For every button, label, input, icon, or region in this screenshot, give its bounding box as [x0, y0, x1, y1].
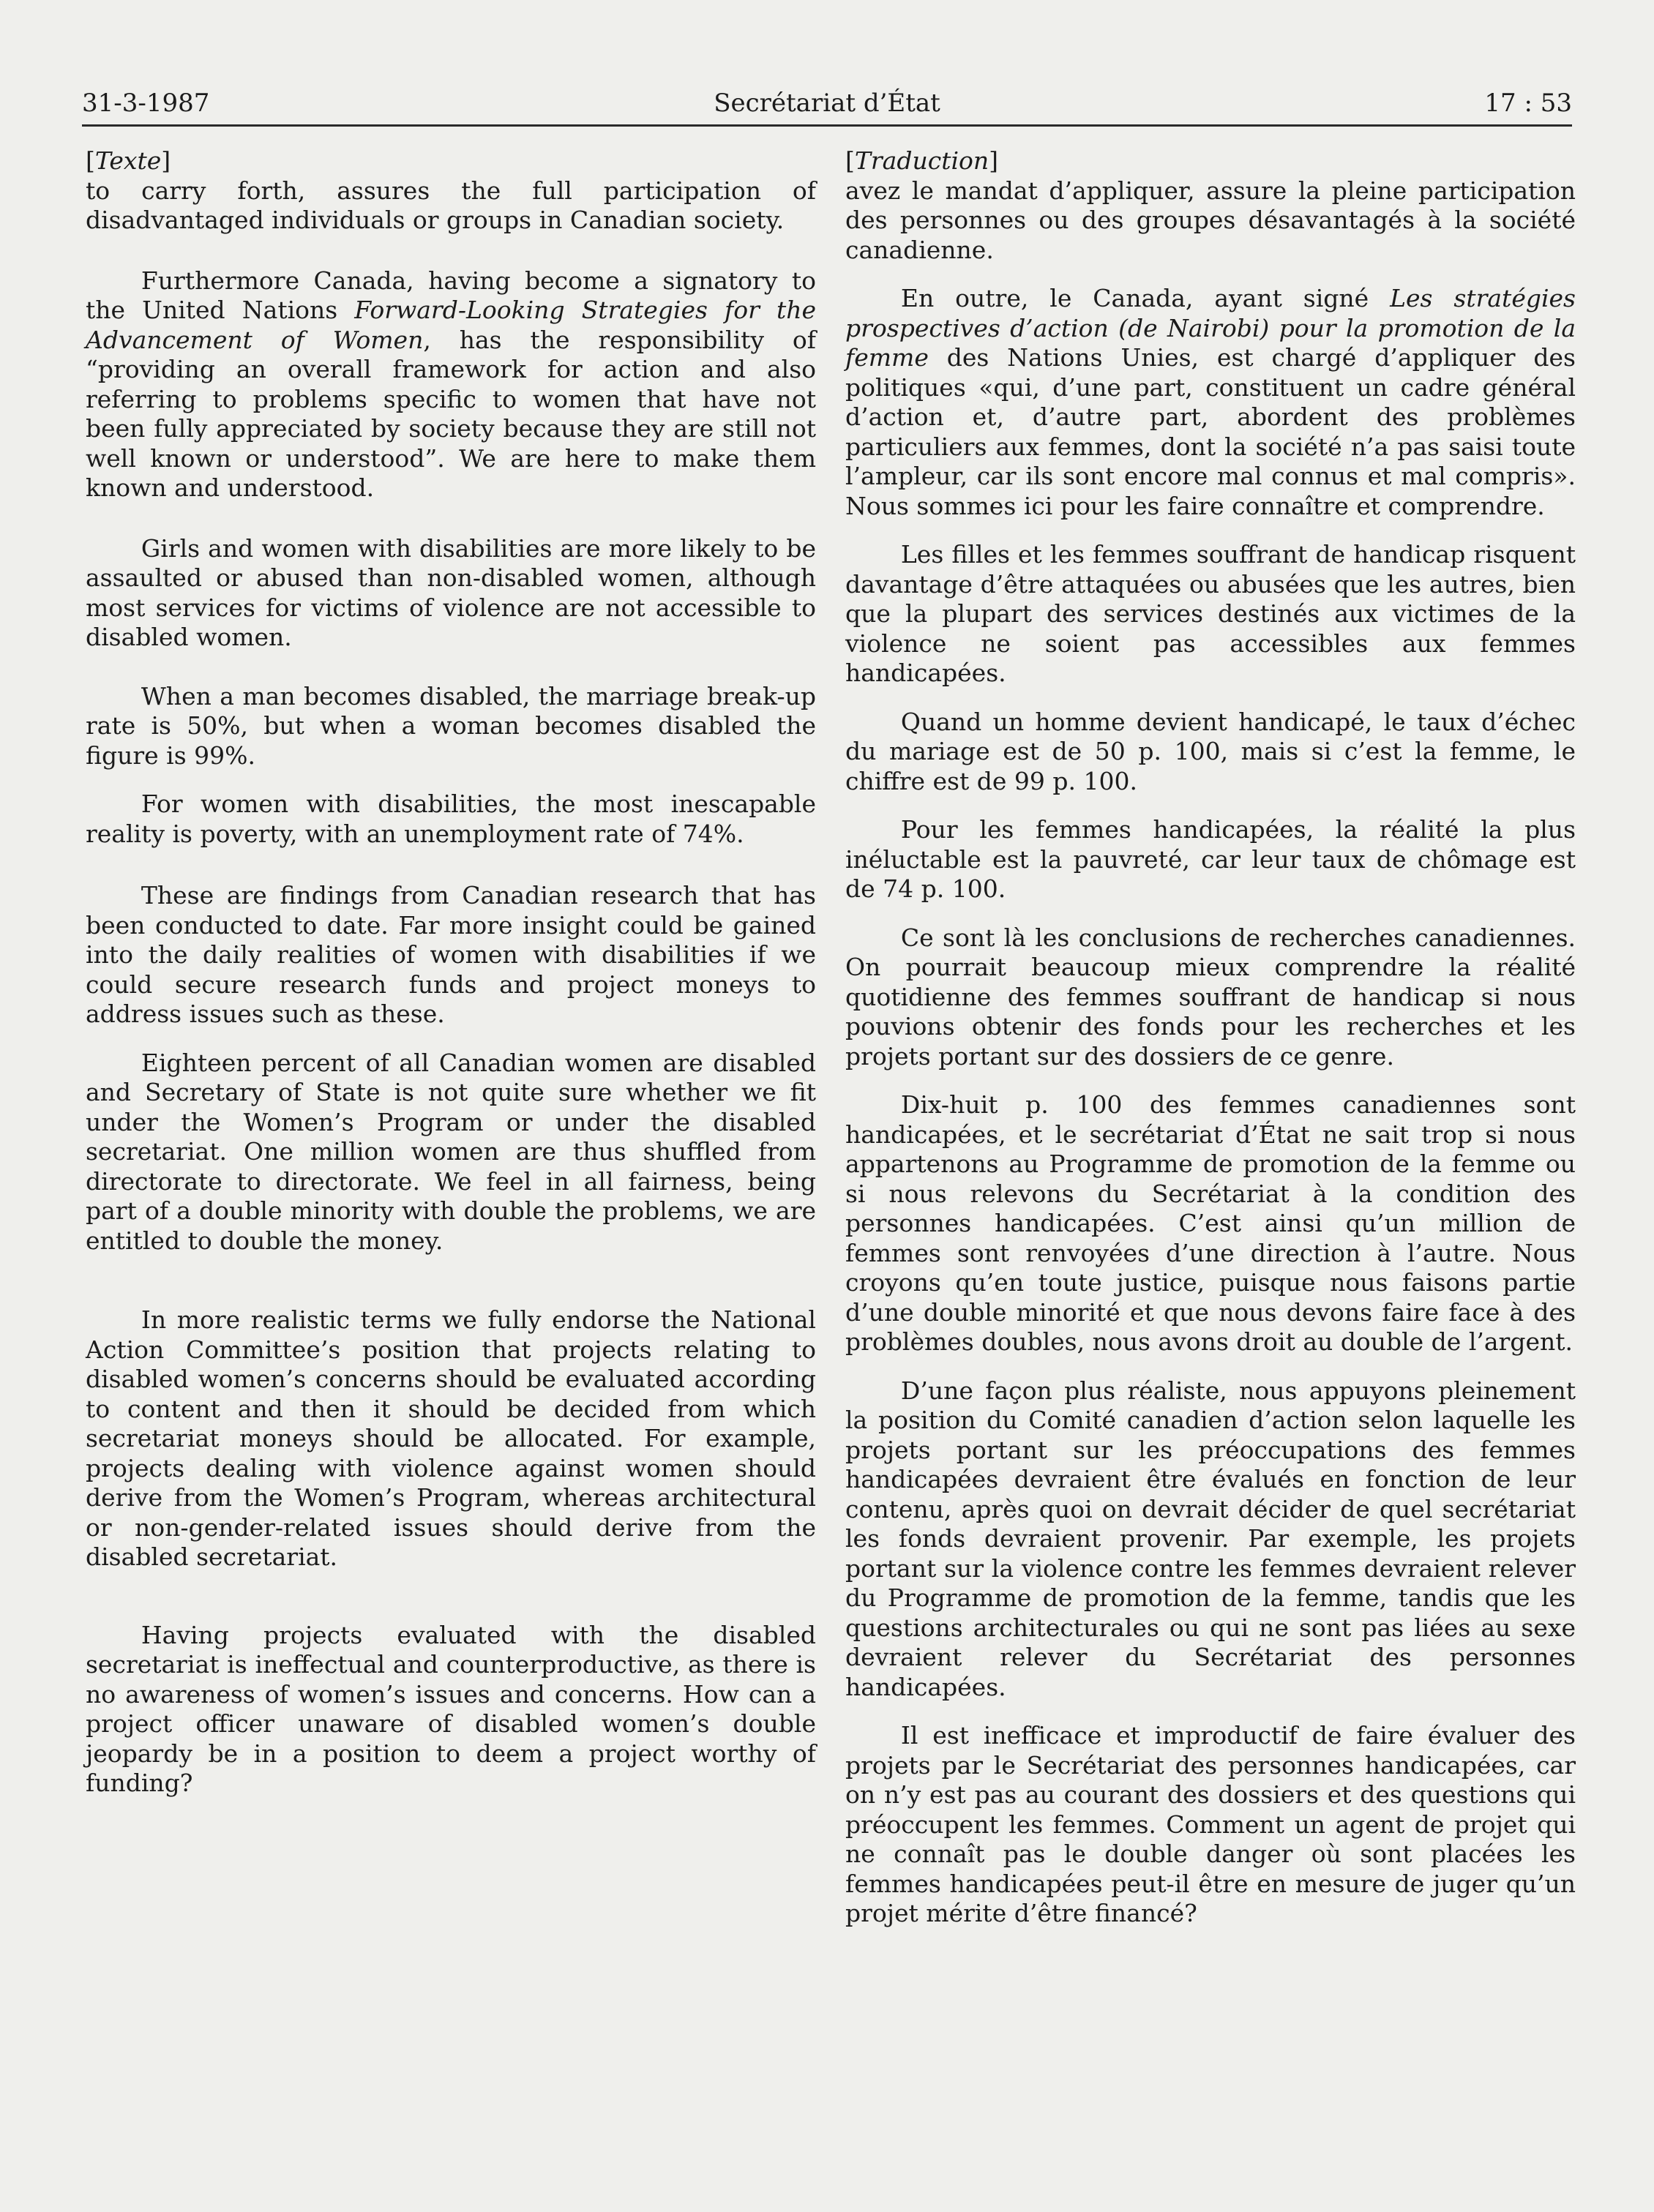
paragraph: Quand un homme devient handicapé, le taux d’échec du mariage est de 50 p. 100, mais si c’est la femme, le chiffre est de 99 p. 100. [845, 707, 1576, 795]
paragraph: avez le mandat d’appliquer, assure la pleine participation des personnes ou des groupes désavantagés à la société canadienne. [845, 176, 1576, 264]
right-column-french [845, 146, 1576, 1929]
column-label-texte: [Texte] [86, 146, 171, 175]
paragraph: In more realistic terms we fully endorse the National Action Committee’s position that projects relating to disabled women’s concerns should be evaluated according to content and then it should be decided from which secretariat moneys should be allocated. For example, projects dealing with violence against women should derive from the Women’s Program, whereas architectural or non-gender-related issues should derive from the disabled secretariat. [86, 1305, 816, 1571]
paragraph: Furthermore Canada, having become a signatory to the United Nations Forward-Looking Strategies for the Advancement of Women, has the responsibility of “providing an overall framework for action and also referring to problems specific to women that have not been fully appreciated by society because they are still not well known or understood”. We are here to make them known and understood. [86, 266, 816, 502]
header-title: Secrétariat d’État [714, 89, 940, 118]
paragraph: These are findings from Canadian research that has been conducted to date. Far more insight could be gained into the daily realities of women with disabilities if we could secure research funds and project moneys to address issues such as these. [86, 881, 816, 1028]
header-rule [82, 124, 1572, 127]
paragraph: For women with disabilities, the most inescapable reality is poverty, with an unemployment rate of 74%. [86, 790, 816, 848]
paragraph: Il est inefficace et improductif de faire évaluer des projets par le Secrétariat des personnes handicapées, car on n’y est pas au courant des dossiers et des questions qui préoccupent les femmes. Comment un agent de projet qui ne connaît pas le double danger où sont placées les femmes handicapées peut-il être en mesure de juger qu’un projet mérite d’être financé? [845, 1721, 1576, 1927]
paragraph: Girls and women with disabilities are more likely to be assaulted or abused than non-disabled women, although most services for victims of violence are not accessible to disabled women. [86, 533, 816, 651]
header-date: 31-3-1987 [82, 89, 210, 118]
paragraph: Les filles et les femmes souffrant de handicap risquent davantage d’être attaquées ou abusées que les autres, bien que la plupart des services destinés aux victimes de la violence ne soient pas accessibles aux femmes handicapées. [845, 540, 1576, 687]
page-header [82, 86, 1572, 120]
paragraph: En outre, le Canada, ayant signé Les stratégies prospectives d’action (de Nairobi) pour la promotion de la femme des Nations Unies, est chargé d’appliquer des politiques «qui, d’une part, constituent un cadre général d’action et, d’autre part, abordent des problèmes particuliers aux femmes, dont la société n’a pas saisi toute l’ampleur, car ils sont encore mal connus et mal compris». Nous sommes ici pour les faire connaître et comprendre. [845, 284, 1576, 520]
paragraph: D’une façon plus réaliste, nous appuyons pleinement la position du Comité canadien d’action selon laquelle les projets portant sur les préoccupations des femmes handicapées devraient être évalués en fonction de leur contenu, après quoi on devrait décider de quel secrétariat les fonds devraient provenir. Par exemple, les projets portant sur la violence contre les femmes devraient relever du Programme de promotion de la femme, tandis que les questions architecturales ou qui ne sont pas liées au sexe devraient relever du Secrétariat des personnes handicapées. [845, 1376, 1576, 1701]
paragraph: Ce sont là les conclusions de recherches canadiennes. On pourrait beaucoup mieux comprendre la réalité quotidienne des femmes souffrant de handicap si nous pouvions obtenir des fonds pour les recherches et les projets portant sur des dossiers de ce genre. [845, 923, 1576, 1071]
paragraph: When a man becomes disabled, the marriage break-up rate is 50%, but when a woman becomes disabled the figure is 99%. [86, 681, 816, 770]
paragraph: Eighteen percent of all Canadian women are disabled and Secretary of State is not quite sure whether we fit under the Women’s Program or under the disabled secretariat. One million women are thus shuffled from directorate to directorate. We feel in all fairness, being part of a double minority with double the problems, we are entitled to double the money. [86, 1048, 816, 1255]
column-label-traduction: [Traduction] [845, 146, 999, 175]
header-page-number: 17 : 53 [1484, 89, 1572, 118]
paragraph: Having projects evaluated with the disabled secretariat is ineffectual and counterproductive, as there is no awareness of women’s issues and concerns. How can a project officer unaware of disabled women’s double jeopardy be in a position to deem a project worthy of funding? [86, 1620, 816, 1797]
paragraph: Dix-huit p. 100 des femmes canadiennes sont handicapées, et le secrétariat d’État ne sait trop si nous appartenons au Programme de promotion de la femme ou si nous relevons du Secrétariat à la condition des personnes handicapées. C’est ainsi qu’un million de femmes sont renvoyées d’une direction à l’autre. Nous croyons qu’en toute justice, puisque nous faisons partie d’une double minorité et que nous devons faire face à des problèmes doubles, nous avons droit au double de l’argent. [845, 1090, 1576, 1356]
paragraph: to carry forth, assures the full participation of disadvantaged individuals or groups in Canadian society. [86, 176, 816, 234]
paragraph: Pour les femmes handicapées, la réalité la plus inéluctable est la pauvreté, car leur taux de chômage est de 74 p. 100. [845, 815, 1576, 903]
left-column-english [86, 146, 816, 1799]
